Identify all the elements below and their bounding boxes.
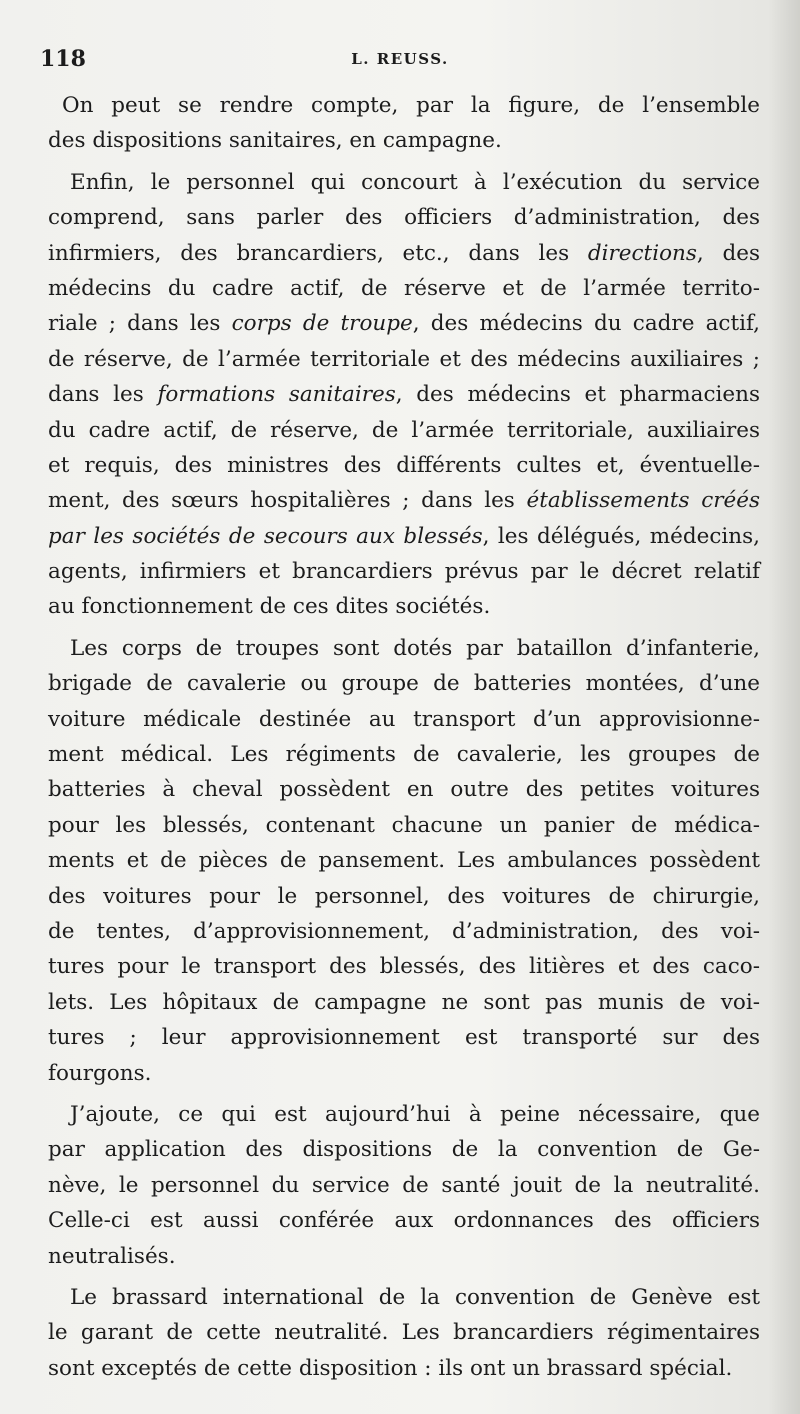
text-segment: brigade de cavalerie ou groupe de batteries montées, d’une <box>48 671 760 697</box>
text-segment: Enfin, le personnel qui concourt à l’exécution du service <box>70 169 760 195</box>
italic-segment: corps de troupe <box>231 311 413 337</box>
text-line <box>48 1203 760 1238</box>
paragraph <box>48 1280 760 1386</box>
text-segment: et requis, des ministres des différents cultes et, éventuelle- <box>48 452 760 478</box>
text-segment: Les corps de troupes sont dotés par bataillon d’infanterie, <box>70 635 760 661</box>
paragraph <box>48 631 760 1091</box>
text-line <box>48 1132 760 1167</box>
paragraph <box>48 165 760 625</box>
text-segment: le garant de cette neutralité. Les brancardiers régimentaires <box>48 1320 760 1346</box>
text-line <box>48 1315 760 1350</box>
text-line <box>48 1239 760 1274</box>
text-segment: agents, infirmiers et brancardiers prévus par le décret relatif <box>48 559 760 585</box>
text-segment: riale ; dans les <box>48 311 232 337</box>
text-line <box>48 772 760 807</box>
text-segment: lets. Les hôpitaux de campagne ne sont pas munis de voi- <box>48 989 760 1015</box>
text-line <box>48 589 760 624</box>
text-segment: batteries à cheval possèdent en outre des petites voitures <box>48 777 760 803</box>
text-segment: fourgons. <box>48 1060 152 1086</box>
text-segment: ment médical. Les régiments de cavalerie, les groupes de <box>48 742 760 768</box>
text-segment: du cadre actif, de réserve, de l’armée territoriale, auxiliaires <box>48 417 760 443</box>
text-line <box>48 737 760 772</box>
text-segment: , des <box>696 240 760 266</box>
text-line <box>48 483 760 518</box>
text-segment: ment, des sœurs hospitalières ; dans les <box>48 488 527 514</box>
text-segment: dans les <box>48 382 158 408</box>
text-line <box>48 88 760 123</box>
text-line <box>48 702 760 737</box>
text-segment: Le brassard international de la convention de Genève est <box>70 1284 760 1310</box>
text-line <box>48 200 760 235</box>
body-text <box>48 88 760 1386</box>
text-segment: tures ; leur approvisionnement est transporté sur des <box>48 1025 760 1051</box>
text-segment: médecins du cadre actif, de réserve et de l’armée territo- <box>48 275 760 301</box>
text-line <box>48 914 760 949</box>
text-segment: des voitures pour le personnel, des voitures de chirurgie, <box>48 883 760 909</box>
text-line <box>48 949 760 984</box>
text-line <box>48 1020 760 1055</box>
text-line <box>48 1168 760 1203</box>
text-segment: des dispositions sanitaires, en campagne. <box>48 128 502 154</box>
text-line <box>48 448 760 483</box>
text-line <box>48 1280 760 1315</box>
text-segment: comprend, sans parler des officiers d’administration, des <box>48 205 760 231</box>
text-segment: , des médecins du cadre actif, <box>412 311 761 337</box>
page-number: 118 <box>40 46 86 72</box>
text-segment: Celle-ci est aussi conférée aux ordonnances des officiers <box>48 1208 760 1234</box>
text-line <box>48 631 760 666</box>
page-header <box>40 46 760 76</box>
text-line <box>48 879 760 914</box>
text-line <box>48 985 760 1020</box>
text-segment: pour les blessés, contenant chacune un panier de médica- <box>48 812 760 838</box>
text-line <box>48 1351 760 1386</box>
text-line <box>48 306 760 341</box>
text-line <box>48 1056 760 1091</box>
text-segment: au fonctionnement de ces dites sociétés. <box>48 594 491 620</box>
text-line <box>48 666 760 701</box>
text-line <box>48 236 760 271</box>
text-line <box>48 377 760 412</box>
text-segment: J’ajoute, ce qui est aujourd’hui à peine nécessaire, que <box>70 1101 760 1127</box>
text-line <box>48 1097 760 1132</box>
text-segment: , des médecins et pharmaciens <box>395 382 760 408</box>
text-line <box>48 843 760 878</box>
text-segment: tures pour le transport des blessés, des litières et des caco- <box>48 954 760 980</box>
text-segment: de tentes, d’approvisionnement, d’administration, des voi- <box>48 918 760 944</box>
text-segment: par application des dispositions de la convention de Ge- <box>48 1137 760 1163</box>
text-line <box>48 519 760 554</box>
italic-segment: par les sociétés de secours aux blessés <box>48 523 483 549</box>
running-head: L. REUSS. <box>351 50 449 68</box>
text-line <box>48 271 760 306</box>
text-segment: nève, le personnel du service de santé jouit de la neutralité. <box>48 1172 760 1198</box>
text-line <box>48 165 760 200</box>
text-segment: sont exceptés de cette disposition : ils ont un brassard spécial. <box>48 1355 733 1381</box>
text-line <box>48 808 760 843</box>
text-segment: ments et de pièces de pansement. Les ambulances possèdent <box>48 848 760 874</box>
text-segment: infirmiers, des brancardiers, etc., dans les <box>48 240 588 266</box>
text-line <box>48 413 760 448</box>
paragraph <box>48 1097 760 1274</box>
text-line <box>48 123 760 158</box>
italic-segment: directions <box>587 240 697 266</box>
italic-segment: établissements créés <box>526 488 760 514</box>
text-segment: voiture médicale destinée au transport d’un approvisionne- <box>48 706 760 732</box>
text-segment: neutralisés. <box>48 1243 176 1269</box>
paragraph <box>48 88 760 159</box>
text-segment: de réserve, de l’armée territoriale et des médecins auxiliaires ; <box>48 346 760 372</box>
text-segment: , les délégués, médecins, <box>482 523 760 549</box>
text-line <box>48 342 760 377</box>
italic-segment: formations sanitaires <box>157 382 396 408</box>
text-segment: On peut se rendre compte, par la figure, de l’ensemble <box>62 93 760 118</box>
text-line <box>48 554 760 589</box>
